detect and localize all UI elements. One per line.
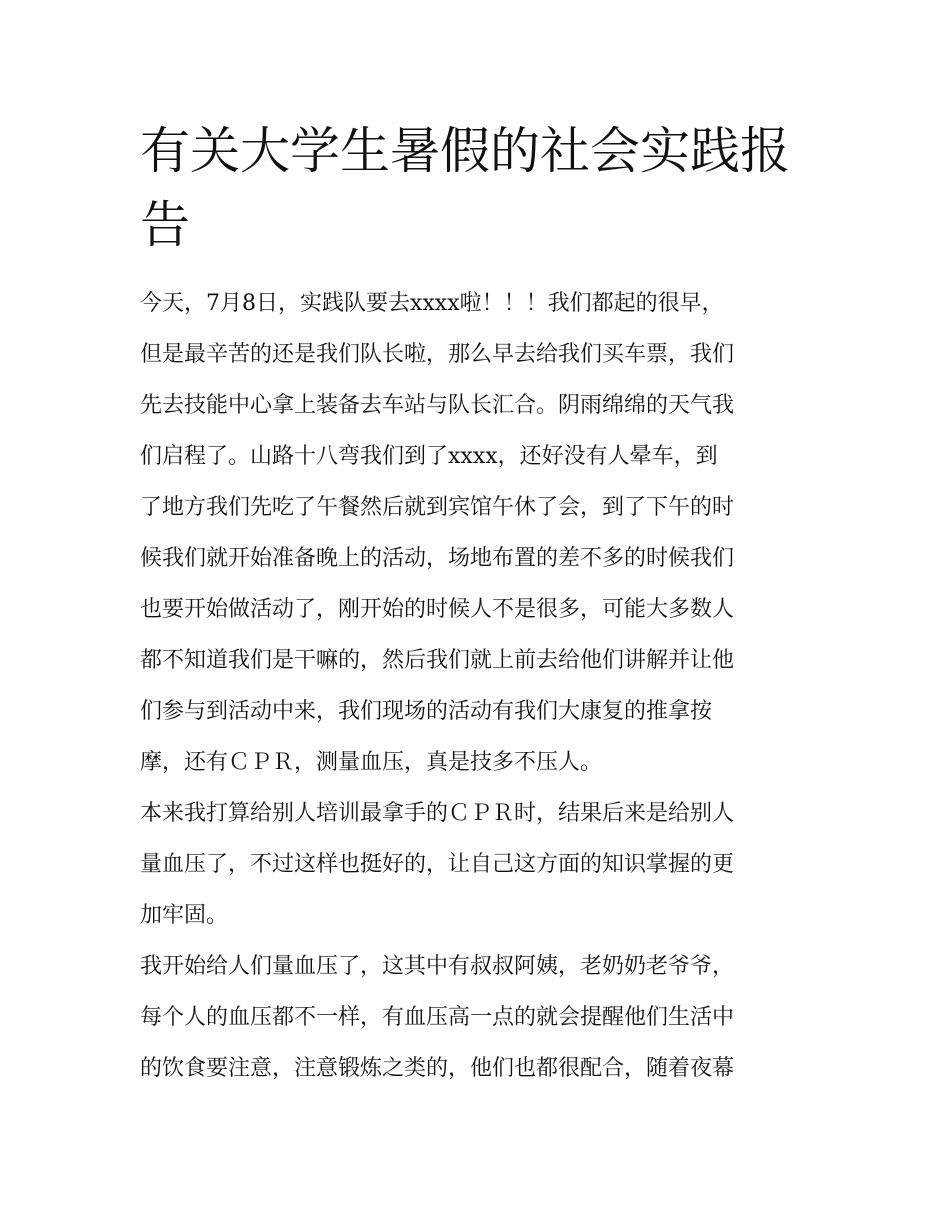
body-line: 但是最辛苦的还是我们队长啦，那么早去给我们买车票，我们 <box>140 342 735 367</box>
body-line: 我开始给人们量血压了，这其中有叔叔阿姨，老奶奶老爷爷， <box>140 954 735 979</box>
title-line-1: 有关大学生暑假的社会实践报 <box>140 122 790 180</box>
document-body <box>140 278 820 1094</box>
body-line: 也要开始做活动了，刚开始的时候人不是很多，可能大多数人 <box>140 597 735 622</box>
body-line: 的饮食要注意，注意锻炼之类的，他们也都很配合，随着夜幕 <box>140 1056 735 1081</box>
body-line: 都不知道我们是干嘛的，然后我们就上前去给他们讲解并让他 <box>140 648 735 673</box>
body-line: 候我们就开始准备晚上的活动，场地布置的差不多的时候我们 <box>140 546 735 571</box>
body-line: 先去技能中心拿上装备去车站与队长汇合。阴雨绵绵的天气我 <box>140 393 735 418</box>
body-line: 加牢固。 <box>140 903 229 928</box>
body-line: 了地方我们先吃了午餐然后就到宾馆午休了会，到了下午的时 <box>140 495 735 520</box>
body-line: 今天，7月8日，实践队要去xxxx啦！！！我们都起的很早， <box>140 291 724 316</box>
body-line: 本来我打算给别人培训最拿手的ＣＰＲ时，结果后来是给别人 <box>140 801 735 826</box>
body-line: 摩，还有ＣＰＲ，测量血压，真是技多不压人。 <box>140 750 603 775</box>
body-line: 们参与到活动中来，我们现场的活动有我们大康复的推拿按 <box>140 699 713 724</box>
body-line: 量血压了，不过这样也挺好的，让自己这方面的知识掌握的更 <box>140 852 735 877</box>
body-line: 每个人的血压都不一样，有血压高一点的就会提醒他们生活中 <box>140 1005 735 1030</box>
document-title <box>140 114 820 262</box>
title-line-2: 告 <box>140 196 190 254</box>
body-line: 们启程了。山路十八弯我们到了xxxx，还好没有人晕车，到 <box>140 444 718 469</box>
